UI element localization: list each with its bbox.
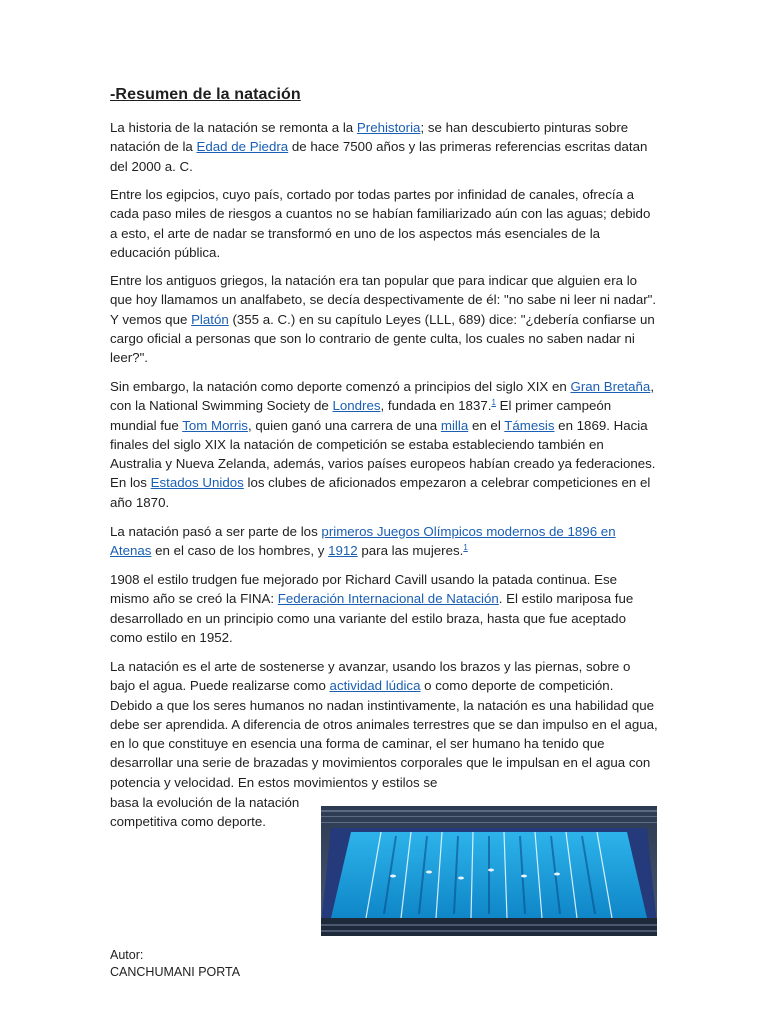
text: para las mujeres.: [357, 543, 464, 559]
text: La historia de la natación se remonta a la: [110, 120, 357, 135]
text: El primer campeón mundial fue: [110, 398, 612, 433]
text: Entre los antiguos griegos, la natación era tan popular que para indicar que alguien era lo que hoy llamamos un analfabeto, se decía despectivamente de él: "no sabe ni leer ni nadar". Y vemos que: [110, 273, 657, 327]
footnote-link[interactable]: 1: [463, 543, 468, 553]
link-edad-de-piedra[interactable]: Edad de Piedra: [196, 139, 289, 155]
text: , fundada en 1837.: [380, 398, 492, 414]
link-prehistoria[interactable]: Prehistoria: [356, 120, 421, 135]
link-tamesis[interactable]: Támesis: [504, 417, 555, 433]
text: (355 a. C.) en su capítulo Leyes (LLL, 689) dice: "¿debería confiarse un cargo oficial a personas que son lo contrario de gente culta, los cuales no saben nadar ni leer?".: [110, 311, 655, 366]
text: en 1869. Hacia finales del siglo XIX la natación de competición se estaba estableciendo también en Australia y Nueva Zelanda, además, varios países europeos habían creado ya federaciones. En los: [110, 417, 656, 491]
document-title: -Resumen de la natación: [110, 86, 301, 103]
text: ; se han descubierto pinturas sobre natación de la: [110, 120, 629, 155]
link-actividad-ludica[interactable]: actividad lúdica: [329, 678, 421, 694]
author-label: Autor:: [110, 948, 144, 962]
link-tom-morris[interactable]: Tom Morris: [182, 417, 248, 433]
text: . El estilo mariposa fue desarrollado en un principio como una variante del estilo braza, hasta que fue aceptado como estilo en 1952.: [110, 591, 634, 645]
text: en el: [468, 417, 505, 433]
text: en el caso de los hombres, y: [151, 543, 329, 559]
link-juegos-olimpicos[interactable]: primeros Juegos Olímpicos modernos de 1896 en Atenas: [110, 524, 616, 559]
author-block: [110, 947, 240, 981]
paragraph-history: [110, 118, 658, 176]
text: La natación pasó a ser parte de los: [110, 524, 322, 539]
swimming-pool-photo: [321, 806, 657, 936]
link-milla[interactable]: milla: [440, 417, 469, 433]
link-gran-bretana[interactable]: Gran Bretaña: [570, 379, 651, 394]
text: La natación es el arte de sostenerse y avanzar, usando los brazos y las piernas, sobre o bajo el agua. Puede realizarse como: [110, 659, 631, 694]
link-fina[interactable]: Federación Internacional de Natación: [277, 591, 499, 607]
paragraph-egyptians: [110, 185, 658, 262]
paragraph-definition-continued: basa la evolución de la natación competitiva como deporte.: [110, 795, 300, 830]
link-londres[interactable]: Londres: [332, 398, 381, 414]
text: 1908 el estilo trudgen fue mejorado por Richard Cavill usando la patada continua. Ese mismo año se creó la FINA:: [110, 572, 618, 607]
text: Entre los egipcios, cuyo país, cortado por todas partes por infinidad de canales, ofrecía a cada paso miles de riesgos a cuantos no se habían familiarizado aún con las aguas; debido a esto, el arte de nadar se transformó en uno de los aspectos más esenciales de la educación pública.: [110, 187, 651, 260]
text: Sin embargo, la natación como deporte comenzó a principios del siglo XIX en: [110, 379, 571, 394]
text: o como deporte de competición. Debido a que los seres humanos no nadan instintivamente, la natación es una habilidad que debe ser aprendida. A diferencia de otros animales terrestres que se dan impulso en el agua, en lo que constituye en esencia una forma de caminar, el ser humano ha tenido que desarrollar una serie de brazadas y movimientos corporales que le impulsan en el agua con potencia y velocidad. En estos movimientos y estilos se: [110, 678, 658, 790]
text: , con la National Swimming Society de: [110, 379, 655, 414]
link-estados-unidos[interactable]: Estados Unidos: [150, 475, 244, 491]
pool-illustration: [321, 806, 657, 936]
text: los clubes de aficionados empezaron a celebrar competiciones en el año 1870.: [110, 475, 651, 510]
paragraph-19th-century: [110, 377, 658, 512]
paragraph-olympics: [110, 522, 658, 561]
text: de hace 7500 años y las primeras referencias escritas datan del 2000 a. C.: [110, 139, 648, 174]
paragraph-fina: [110, 570, 658, 647]
paragraph-definition: [110, 657, 658, 792]
author-name: CANCHUMANI PORTA: [110, 965, 241, 979]
text: , quien ganó una carrera de una: [247, 417, 441, 433]
link-platon[interactable]: Platón: [191, 311, 229, 327]
paragraph-greeks: [110, 271, 658, 367]
link-1912[interactable]: 1912: [328, 543, 358, 559]
footnote-link[interactable]: 1: [491, 398, 496, 408]
